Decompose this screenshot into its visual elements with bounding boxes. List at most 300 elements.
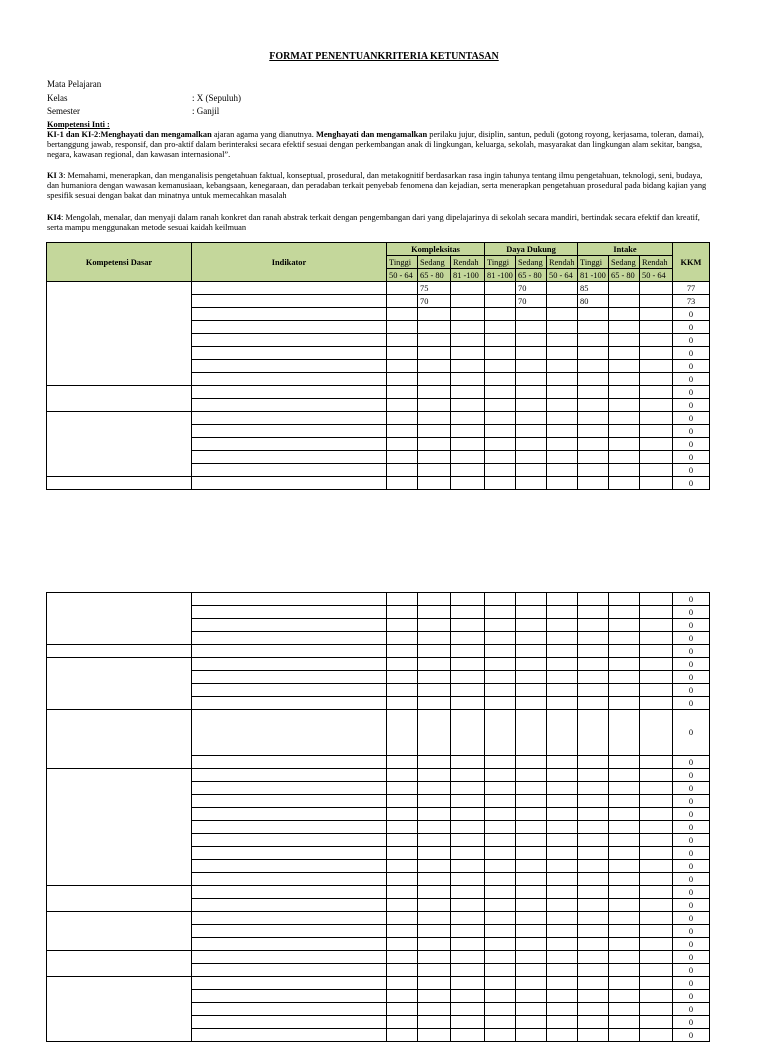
- score-cell: [640, 321, 673, 334]
- score-cell: [609, 782, 640, 795]
- score-cell: [485, 1016, 516, 1029]
- score-cell: [451, 1016, 485, 1029]
- score-cell: [547, 360, 578, 373]
- ki12-paragraph: [47, 130, 709, 160]
- score-cell: [578, 925, 609, 938]
- score-cell: [578, 808, 609, 821]
- score-cell: [485, 606, 516, 619]
- score-cell: [387, 821, 418, 834]
- indikator-cell: [192, 821, 387, 834]
- header-kompetensi-dasar: Kompetensi Dasar: [47, 243, 192, 282]
- score-cell: [418, 464, 451, 477]
- score-cell: [578, 769, 609, 782]
- score-cell: [418, 412, 451, 425]
- score-cell: [609, 606, 640, 619]
- score-cell: [547, 951, 578, 964]
- score-cell: [609, 645, 640, 658]
- score-cell: [640, 795, 673, 808]
- kkm-cell: 0: [673, 834, 710, 847]
- score-cell: [640, 671, 673, 684]
- score-cell: [418, 425, 451, 438]
- indikator-cell: [192, 795, 387, 808]
- score-cell: [578, 373, 609, 386]
- score-cell: [578, 977, 609, 990]
- score-cell: [418, 632, 451, 645]
- table-row: [47, 658, 710, 671]
- score-cell: [387, 308, 418, 321]
- score-cell: [418, 873, 451, 886]
- score-cell: [547, 860, 578, 873]
- score-cell: [640, 710, 673, 756]
- score-cell: [387, 399, 418, 412]
- score-cell: [451, 951, 485, 964]
- score-cell: [451, 847, 485, 860]
- score-cell: [387, 710, 418, 756]
- meta-label: Mata Pelajaran: [47, 79, 102, 89]
- score-cell: [418, 593, 451, 606]
- score-cell: [451, 769, 485, 782]
- score-cell: [451, 425, 485, 438]
- score-cell: [485, 360, 516, 373]
- score-cell: [485, 671, 516, 684]
- score-cell: [547, 412, 578, 425]
- kd-cell: [47, 886, 192, 912]
- score-cell: [640, 334, 673, 347]
- score-cell: [609, 412, 640, 425]
- table-row: [47, 386, 710, 399]
- score-cell: [640, 1029, 673, 1042]
- header-level: Rendah: [451, 256, 485, 269]
- header-range: 81 -100: [451, 269, 485, 282]
- score-cell: [451, 373, 485, 386]
- score-cell: [609, 938, 640, 951]
- score-cell: [578, 321, 609, 334]
- score-cell: [640, 1003, 673, 1016]
- score-cell: [418, 1003, 451, 1016]
- score-cell: [418, 977, 451, 990]
- indikator-cell: [192, 399, 387, 412]
- score-cell: [516, 347, 547, 360]
- score-cell: [547, 308, 578, 321]
- score-cell: [387, 964, 418, 977]
- ki12-bold1: Menghayati dan mengamalkan: [100, 130, 212, 139]
- score-cell: [387, 632, 418, 645]
- header-range: 81 -100: [578, 269, 609, 282]
- score-cell: [547, 912, 578, 925]
- kkm-cell: 0: [673, 321, 710, 334]
- table-row: [47, 912, 710, 925]
- score-cell: [609, 756, 640, 769]
- kkm-cell: 0: [673, 632, 710, 645]
- score-cell: [418, 1016, 451, 1029]
- header-kkm: KKM: [673, 243, 710, 282]
- table-row: [47, 412, 710, 425]
- score-cell: [640, 899, 673, 912]
- kd-cell: [47, 951, 192, 977]
- indikator-cell: [192, 977, 387, 990]
- score-cell: [485, 334, 516, 347]
- score-cell: [387, 756, 418, 769]
- score-cell: [451, 899, 485, 912]
- kkm-cell: 0: [673, 645, 710, 658]
- indikator-cell: [192, 671, 387, 684]
- score-cell: [609, 899, 640, 912]
- score-cell: [609, 334, 640, 347]
- score-cell: [387, 412, 418, 425]
- kkm-cell: 0: [673, 808, 710, 821]
- score-cell: [547, 477, 578, 490]
- score-cell: [640, 645, 673, 658]
- score-cell: [640, 886, 673, 899]
- ki3-paragraph: [47, 171, 709, 201]
- score-cell: [640, 425, 673, 438]
- kkm-cell: 0: [673, 451, 710, 464]
- score-cell: [578, 756, 609, 769]
- score-cell: [609, 860, 640, 873]
- score-cell: [387, 606, 418, 619]
- table-row: [47, 593, 710, 606]
- indikator-cell: [192, 860, 387, 873]
- score-cell: [578, 658, 609, 671]
- score-cell: [547, 632, 578, 645]
- score-cell: [578, 990, 609, 1003]
- score-cell: [485, 619, 516, 632]
- indikator-cell: [192, 1029, 387, 1042]
- score-cell: [578, 347, 609, 360]
- score-cell: [609, 632, 640, 645]
- score-cell: [547, 834, 578, 847]
- score-cell: [387, 1016, 418, 1029]
- score-cell: [578, 697, 609, 710]
- header-range: 65 - 80: [609, 269, 640, 282]
- indikator-cell: [192, 334, 387, 347]
- score-cell: [485, 769, 516, 782]
- indikator-cell: [192, 684, 387, 697]
- score-cell: [451, 990, 485, 1003]
- score-cell: [609, 808, 640, 821]
- score-cell: [418, 860, 451, 873]
- score-cell: [547, 1029, 578, 1042]
- score-cell: [640, 464, 673, 477]
- score-cell: [387, 925, 418, 938]
- indikator-cell: [192, 373, 387, 386]
- score-cell: 85: [578, 282, 609, 295]
- score-cell: [485, 295, 516, 308]
- score-cell: [578, 1003, 609, 1016]
- score-cell: [387, 847, 418, 860]
- score-cell: [516, 1016, 547, 1029]
- score-cell: [418, 399, 451, 412]
- indikator-cell: [192, 847, 387, 860]
- score-cell: [451, 464, 485, 477]
- header-intake: Intake: [578, 243, 673, 256]
- kkm-cell: 0: [673, 821, 710, 834]
- indikator-cell: [192, 938, 387, 951]
- score-cell: [451, 360, 485, 373]
- score-cell: [578, 847, 609, 860]
- kkm-cell: 0: [673, 710, 710, 756]
- indikator-cell: [192, 710, 387, 756]
- score-cell: [418, 606, 451, 619]
- kkm-cell: 0: [673, 347, 710, 360]
- score-cell: [547, 847, 578, 860]
- score-cell: [640, 619, 673, 632]
- kkm-cell: 0: [673, 373, 710, 386]
- score-cell: [485, 951, 516, 964]
- score-cell: [609, 671, 640, 684]
- score-cell: [547, 593, 578, 606]
- score-cell: [547, 347, 578, 360]
- score-cell: [451, 782, 485, 795]
- score-cell: [578, 606, 609, 619]
- kkm-cell: 0: [673, 938, 710, 951]
- score-cell: [387, 684, 418, 697]
- score-cell: [609, 386, 640, 399]
- indikator-cell: [192, 769, 387, 782]
- score-cell: [387, 619, 418, 632]
- score-cell: [418, 990, 451, 1003]
- score-cell: 70: [516, 282, 547, 295]
- score-cell: [640, 477, 673, 490]
- score-cell: [418, 1029, 451, 1042]
- score-cell: [609, 821, 640, 834]
- score-cell: [609, 847, 640, 860]
- indikator-cell: [192, 964, 387, 977]
- score-cell: [547, 321, 578, 334]
- score-cell: [516, 360, 547, 373]
- score-cell: [451, 334, 485, 347]
- score-cell: [485, 282, 516, 295]
- score-cell: [418, 808, 451, 821]
- score-cell: [578, 1029, 609, 1042]
- score-cell: [387, 782, 418, 795]
- indikator-cell: [192, 658, 387, 671]
- kkm-cell: 0: [673, 658, 710, 671]
- score-cell: [640, 308, 673, 321]
- score-cell: [578, 795, 609, 808]
- score-cell: [516, 451, 547, 464]
- score-cell: [516, 964, 547, 977]
- score-cell: [547, 684, 578, 697]
- score-cell: [387, 347, 418, 360]
- score-cell: [418, 925, 451, 938]
- score-cell: [418, 821, 451, 834]
- header-range: 50 - 64: [640, 269, 673, 282]
- kkm-cell: 0: [673, 671, 710, 684]
- score-cell: [418, 619, 451, 632]
- score-cell: [451, 451, 485, 464]
- score-cell: [640, 373, 673, 386]
- score-cell: [547, 899, 578, 912]
- document-title: FORMAT PENENTUANKRITERIA KETUNTASAN: [269, 51, 499, 62]
- score-cell: [578, 645, 609, 658]
- header-level: Tinggi: [485, 256, 516, 269]
- score-cell: [387, 645, 418, 658]
- header-daya-dukung: Daya Dukung: [485, 243, 578, 256]
- score-cell: [609, 308, 640, 321]
- kkm-cell: 0: [673, 1003, 710, 1016]
- score-cell: [516, 860, 547, 873]
- score-cell: [640, 860, 673, 873]
- score-cell: [387, 295, 418, 308]
- score-cell: [640, 938, 673, 951]
- header-kompleksitas: Kompleksitas: [387, 243, 485, 256]
- score-cell: [609, 697, 640, 710]
- score-cell: [485, 477, 516, 490]
- score-cell: [516, 899, 547, 912]
- score-cell: [516, 593, 547, 606]
- indikator-cell: [192, 477, 387, 490]
- score-cell: [387, 938, 418, 951]
- score-cell: [516, 658, 547, 671]
- score-cell: [516, 938, 547, 951]
- score-cell: [516, 632, 547, 645]
- score-cell: [640, 282, 673, 295]
- kd-cell: [47, 710, 192, 769]
- score-cell: [387, 477, 418, 490]
- score-cell: [516, 697, 547, 710]
- score-cell: [387, 769, 418, 782]
- score-cell: [387, 977, 418, 990]
- kkm-cell: 0: [673, 951, 710, 964]
- ki3-label: KI 3: [47, 171, 64, 180]
- score-cell: [640, 964, 673, 977]
- score-cell: [578, 386, 609, 399]
- score-cell: [578, 451, 609, 464]
- indikator-cell: [192, 347, 387, 360]
- score-cell: [547, 451, 578, 464]
- score-cell: [609, 295, 640, 308]
- score-cell: [609, 593, 640, 606]
- score-cell: [640, 360, 673, 373]
- score-cell: [451, 756, 485, 769]
- score-cell: [451, 710, 485, 756]
- score-cell: [516, 1029, 547, 1042]
- score-cell: [578, 899, 609, 912]
- score-cell: [451, 606, 485, 619]
- score-cell: [387, 386, 418, 399]
- kkm-cell: 0: [673, 464, 710, 477]
- score-cell: [451, 684, 485, 697]
- score-cell: [516, 373, 547, 386]
- score-cell: [640, 951, 673, 964]
- header-range: 65 - 80: [418, 269, 451, 282]
- score-cell: [485, 308, 516, 321]
- score-cell: [418, 710, 451, 756]
- score-cell: [578, 782, 609, 795]
- score-cell: [451, 808, 485, 821]
- meta-value: : X (Sepuluh): [192, 93, 241, 103]
- score-cell: [609, 977, 640, 990]
- indikator-cell: [192, 464, 387, 477]
- score-cell: [547, 697, 578, 710]
- score-cell: [516, 847, 547, 860]
- score-cell: [609, 658, 640, 671]
- score-cell: [516, 808, 547, 821]
- ki-heading: Kompetensi Inti :: [47, 120, 110, 129]
- score-cell: [609, 399, 640, 412]
- score-cell: [485, 977, 516, 990]
- kd-cell: [47, 912, 192, 951]
- score-cell: [516, 710, 547, 756]
- score-cell: [418, 451, 451, 464]
- score-cell: [387, 873, 418, 886]
- score-cell: [578, 593, 609, 606]
- score-cell: [418, 951, 451, 964]
- score-cell: [640, 451, 673, 464]
- score-cell: [640, 412, 673, 425]
- kkm-cell: 0: [673, 769, 710, 782]
- score-cell: [547, 964, 578, 977]
- score-cell: [418, 334, 451, 347]
- score-cell: [547, 399, 578, 412]
- score-cell: [485, 834, 516, 847]
- score-cell: [387, 321, 418, 334]
- score-cell: [640, 808, 673, 821]
- score-cell: [485, 821, 516, 834]
- score-cell: [609, 425, 640, 438]
- kkm-cell: 0: [673, 912, 710, 925]
- score-cell: [609, 619, 640, 632]
- score-cell: [578, 834, 609, 847]
- indikator-cell: [192, 834, 387, 847]
- score-cell: [418, 782, 451, 795]
- score-cell: [451, 308, 485, 321]
- score-cell: [547, 873, 578, 886]
- score-cell: [451, 912, 485, 925]
- score-cell: [451, 593, 485, 606]
- score-cell: [451, 1029, 485, 1042]
- indikator-cell: [192, 1016, 387, 1029]
- score-cell: [640, 834, 673, 847]
- score-cell: [451, 282, 485, 295]
- indikator-cell: [192, 756, 387, 769]
- score-cell: [578, 938, 609, 951]
- score-cell: [451, 925, 485, 938]
- score-cell: [485, 964, 516, 977]
- score-cell: [609, 925, 640, 938]
- score-cell: [609, 477, 640, 490]
- score-cell: [547, 373, 578, 386]
- score-cell: [485, 795, 516, 808]
- meta-label: Kelas: [47, 93, 68, 103]
- indikator-cell: [192, 951, 387, 964]
- score-cell: [516, 769, 547, 782]
- score-cell: [451, 834, 485, 847]
- score-cell: [516, 386, 547, 399]
- score-cell: [485, 710, 516, 756]
- score-cell: [418, 886, 451, 899]
- indikator-cell: [192, 1003, 387, 1016]
- score-cell: [640, 438, 673, 451]
- table-row: [47, 710, 710, 756]
- ki12-label: KI-1 dan KI-2: [47, 130, 99, 139]
- kkm-cell: 0: [673, 334, 710, 347]
- score-cell: [516, 977, 547, 990]
- score-cell: [387, 912, 418, 925]
- score-cell: [547, 645, 578, 658]
- header-level: Sedang: [516, 256, 547, 269]
- kd-cell: [47, 769, 192, 886]
- header-level: Tinggi: [387, 256, 418, 269]
- score-cell: [578, 360, 609, 373]
- score-cell: [547, 658, 578, 671]
- score-cell: [387, 373, 418, 386]
- indikator-cell: [192, 808, 387, 821]
- kd-cell: [47, 658, 192, 710]
- table-row: [47, 951, 710, 964]
- indikator-cell: [192, 886, 387, 899]
